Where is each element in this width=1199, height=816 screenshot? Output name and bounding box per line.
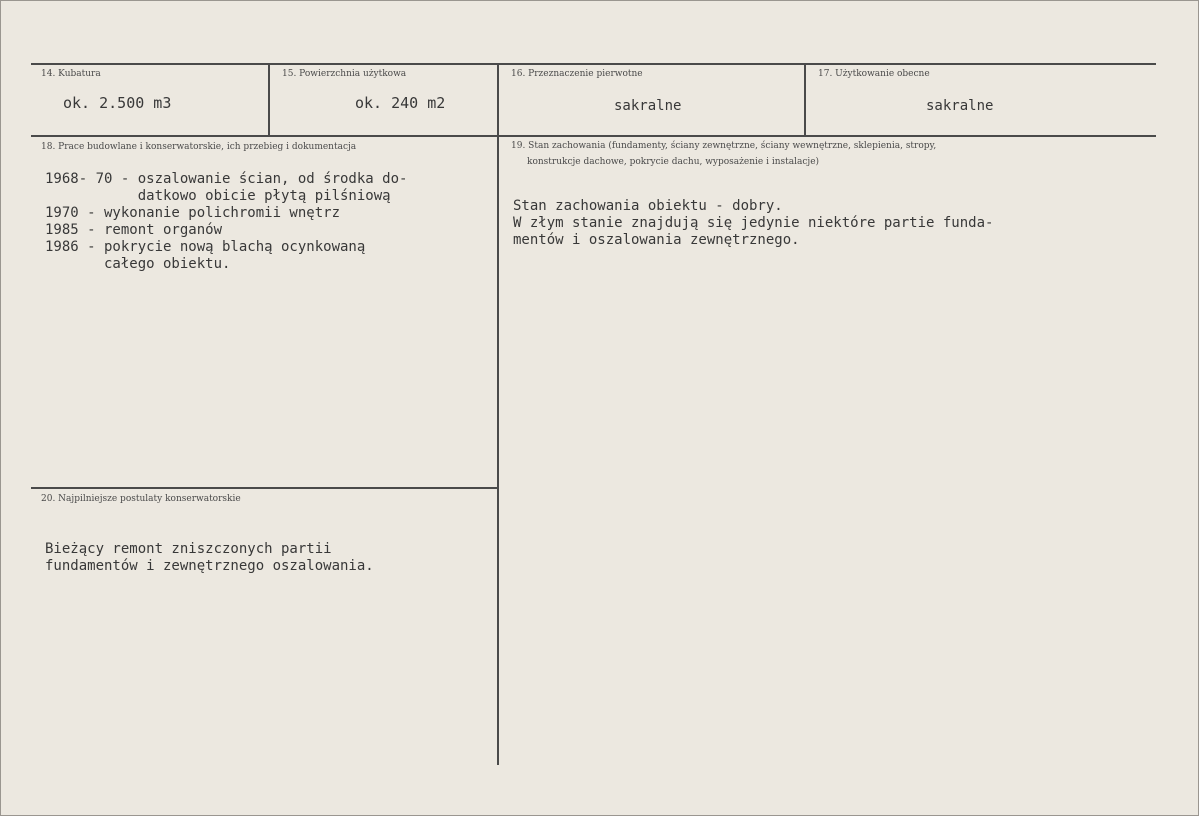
powierzchnia-value: ok. 240 m2 [355, 94, 446, 112]
row-divider [31, 135, 1156, 137]
postulaty-label: 20. Najpilniejsze postulaty konserwatorskie [41, 494, 241, 504]
prace-line: 1968- 70 - oszalowanie ścian, od środka do- [45, 171, 408, 187]
prace-line: 1970 - wykonanie polichromii wnętrz [45, 205, 341, 221]
stan-label-line2: konstrukcje dachowe, pokrycie dachu, wyposażenie i instalacje) [527, 157, 820, 167]
uzytkowanie-value: sakralne [926, 98, 994, 114]
prace-line: 1985 - remont organów [45, 222, 223, 238]
top-rule [31, 63, 1156, 65]
column-divider-3 [804, 63, 806, 135]
stan-text [513, 198, 993, 249]
prace-line: 1986 - pokrycie nową blachą ocynkowaną [45, 239, 366, 255]
kubatura-label: 14. Kubatura [41, 69, 101, 79]
postulaty-line: fundamentów i zewnętrznego oszalowania. [45, 558, 374, 574]
section-divider-left [31, 487, 497, 489]
przeznaczenie-value: sakralne [614, 98, 682, 114]
prace-label: 18. Prace budowlane i konserwatorskie, ich przebieg i dokumentacja [41, 142, 357, 152]
stan-label-line1: 19. Stan zachowania (fundamenty, ściany zewnętrzne, ściany wewnętrzne, sklepienia, stropy, [511, 141, 937, 151]
uzytkowanie-label: 17. Użytkowanie obecne [818, 69, 930, 79]
powierzchnia-label: 15. Powierzchnia użytkowa [282, 69, 407, 79]
column-divider-2 [497, 63, 499, 765]
stan-line: W złym stanie znajdują się jedynie niektóre partie funda- [513, 215, 994, 231]
kubatura-value: ok. 2.500 m3 [63, 94, 172, 112]
prace-text [45, 171, 407, 273]
postulaty-text [45, 541, 374, 575]
przeznaczenie-label: 16. Przeznaczenie pierwotne [511, 69, 643, 79]
stan-line: mentów i oszalowania zewnętrznego. [513, 232, 800, 248]
prace-line: datkowo obicie płytą pilśniową [45, 188, 391, 204]
prace-line: całego obiektu. [45, 256, 231, 272]
column-divider-1 [268, 63, 270, 135]
stan-line: Stan zachowania obiektu - dobry. [513, 198, 783, 214]
postulaty-line: Bieżący remont zniszczonych partii [45, 541, 332, 557]
